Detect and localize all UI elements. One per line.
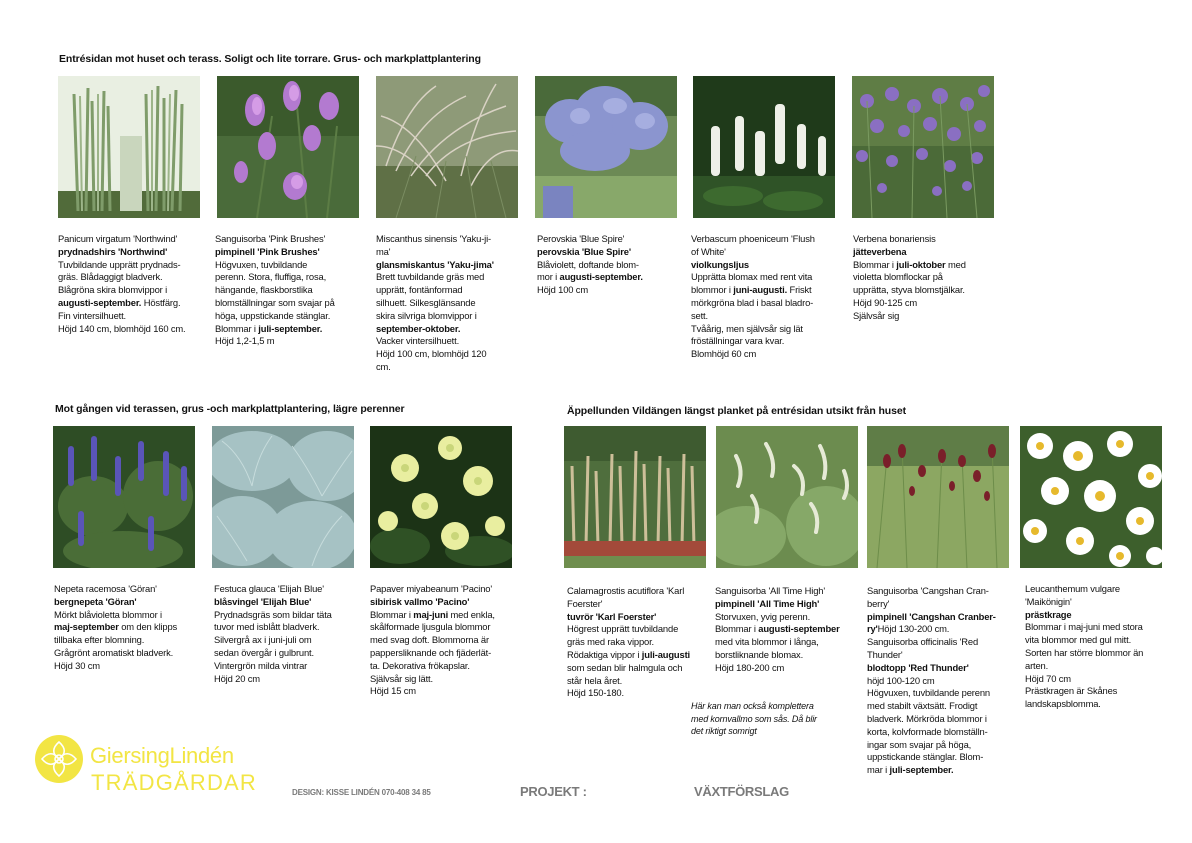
caption-text: Upprätta blomax med rent vita [691,271,813,283]
caption-text: Rödaktiga vippor i [567,648,642,660]
caption-text: Grågrönt aromatiskt bladverk. [54,646,174,658]
caption-text: höjd 100-120 cm [867,674,935,686]
caption-text: upprätta, styva blomstjälkar. [853,284,965,296]
caption-text: Högrest upprätt tuvbildande [567,623,679,635]
photo-sanguisorba-all-time-high [716,426,858,568]
caption-text-rest: Höjd 130-200 cm. [877,623,950,635]
caption-text: med vita blommor i långa, [715,636,819,648]
plant-caption [215,233,335,348]
caption-text: Höjd 180-200 cm [715,661,785,673]
photo-panicum-northwind [58,76,200,218]
caption-bold-period: augusti-september [758,623,840,635]
plant-caption [376,233,494,374]
caption-line [54,634,177,647]
caption-text: med svag doft. Blommorna är [370,634,489,646]
caption-text: Sorten har större blommor än [1025,646,1144,658]
caption-line [867,636,996,649]
photo-miscanthus-yaku-jima [376,76,518,218]
caption-line [867,611,996,624]
section-heading-entresidan: Entrésidan mot huset och terass. Soligt och lite torrare. Grus- och markplattplantering [59,53,481,65]
caption-text: Blomhöjd 60 cm [691,348,757,360]
caption-line [370,621,495,634]
caption-text: Perovskia 'Blue Spire' [537,233,625,244]
plant-caption [370,583,495,698]
caption-line [691,233,815,246]
photo-leucanthemum-maikonigin [1020,426,1162,568]
caption-text: fröställningar vara kvar. [691,335,785,347]
caption-line [1025,583,1143,596]
caption-text: Blommar i [715,623,759,635]
caption-line [691,310,815,323]
caption-text: mor i [537,271,560,283]
plant-caption [853,233,966,323]
caption-line [867,675,996,688]
caption-line [853,259,966,272]
caption-line [537,271,643,284]
caption-line [1025,596,1143,609]
caption-text: Blommar i [853,258,897,270]
caption-text: cm. [376,360,391,372]
caption-bold-period: augusti-september. [559,271,643,283]
logo-emblem-icon [34,734,84,784]
caption-line [1025,660,1143,673]
caption-text: Höjd 100 cm, blomhöjd 120 [376,348,487,360]
caption-text: tillbaka efter blomning. [54,634,145,646]
caption-line [214,634,332,647]
photo-festuca-elijah-blue [212,426,354,568]
caption-text: Thunder' [867,648,903,660]
caption-line [58,323,186,336]
caption-line [715,649,840,662]
photo-perovskia-blue-spire [535,76,677,218]
caption-line [867,713,996,726]
caption-text: Festuca glauca 'Elijah Blue' [214,583,324,594]
caption-line [376,323,494,336]
footer-projekt: PROJEKT : [520,784,587,799]
caption-text: Nepeta racemosa 'Göran' [54,583,157,594]
caption-text: som sedan blir halmgula och [567,661,683,673]
caption-line [691,348,815,361]
caption-text-rest: om den klipps [118,621,178,633]
caption-text: landskapsblomma. [1025,698,1101,710]
plant-caption [715,585,840,675]
caption-text: Storvuxen, yvig perenn. [715,610,811,622]
caption-line [214,660,332,673]
caption-line [567,649,690,662]
caption-line [867,662,996,675]
logo-name: GiersingLindén [90,743,234,768]
caption-text: Höjd 70 cm [1025,672,1071,684]
caption-line [370,609,495,622]
caption-line [691,284,815,297]
caption-text: augusti-september. [58,296,142,308]
caption-text: ta. Dekorativa frökapslar. [370,659,470,671]
caption-text: vita blommor med gul mitt. [1025,634,1132,646]
caption-line [370,583,495,596]
caption-text: med stabilt växtsätt. Frodigt [867,700,978,712]
caption-text: Högvuxen, tuvbildande [215,258,308,270]
caption-line [54,609,177,622]
caption-line [715,662,840,675]
caption-bold-period: juli-oktober [896,258,946,270]
caption-line [715,636,840,649]
caption-line [537,284,643,297]
caption-text: prydnadshirs 'Northwind' [58,245,168,257]
caption-line [1025,621,1143,634]
caption-text: borstliknande blomax. [715,648,804,660]
caption-text: arten. [1025,659,1049,671]
caption-text-rest: med enkla, [448,608,495,620]
caption-text: blomställningar som svajar på [215,296,335,308]
caption-text: pappersliknande och fjäderlät- [370,646,492,658]
caption-line [215,297,335,310]
caption-text: Blåviolett, doftande blom- [537,258,639,270]
caption-text: Silvergrå ax i juni-juli om [214,634,312,646]
caption-bold-period: juni-augusti. [733,284,788,296]
caption-line [567,623,690,636]
caption-text: Leucanthemum vulgare [1025,583,1120,594]
caption-line [376,246,494,259]
caption-line [537,259,643,272]
caption-line [215,233,335,246]
caption-text: glansmiskantus 'Yaku-jima' [376,258,494,270]
caption-text: Höjd 30 cm [54,659,100,671]
caption-line [867,585,996,598]
caption-text: Blommar i [215,322,259,334]
caption-text: uppstickande stänglar. Blom- [867,751,984,763]
caption-text: Verbena bonariensis [853,233,936,244]
plant-caption [1025,583,1143,711]
caption-line [867,623,996,636]
caption-line [1025,647,1143,660]
caption-text: prästkrage [1025,608,1072,620]
caption-line [1025,634,1143,647]
caption-text: blommor i [691,284,734,296]
caption-line [853,284,966,297]
caption-line [567,675,690,688]
caption-text: silhuett. Silkesglänsande [376,296,476,308]
caption-text: jätteverbena [853,245,907,257]
caption-text-rest: Friskt [787,284,812,296]
caption-line [853,233,966,246]
caption-line [691,246,815,259]
caption-text: gräs. Blådaggigt bladverk. [58,271,163,283]
caption-line [867,700,996,713]
caption-text: Självsår sig lätt. [370,672,433,684]
caption-text: Vintergrön milda vintrar [214,659,308,671]
note-kornvallmo: Här kan man också komplettera med kornvallmo som sås. Då blir det riktigt somrigt [691,701,817,736]
caption-line [691,323,815,336]
caption-text: bladverk. Mörkröda blommor i [867,712,987,724]
caption-text: Höjd 100 cm [537,284,588,296]
caption-text: Högvuxen, tuvbildande perenn [867,687,990,699]
caption-text: 'Maikönigin' [1025,595,1072,607]
caption-line [370,673,495,686]
caption-text: Blommar i [370,608,414,620]
caption-text: bergnepeta 'Göran' [54,595,137,607]
caption-text: Höjd 90-125 cm [853,296,918,308]
caption-line [691,297,815,310]
caption-text: Höjd 1,2-1,5 m [215,335,275,347]
caption-text: Blommar i maj-juni med stora [1025,621,1143,633]
caption-line [853,297,966,310]
plant-caption [567,585,690,700]
caption-line [376,361,494,374]
caption-line [567,687,690,700]
footer-design: DESIGN: KISSE LINDÉN 070-408 34 85 [292,788,431,797]
caption-text: Mörkt blåvioletta blommor i [54,608,162,620]
caption-line [215,246,335,259]
caption-bold-period: maj-juni [413,608,449,620]
caption-line [215,284,335,297]
caption-text: tuvor med isblått bladverk. [214,621,320,633]
caption-text: Självsår sig [853,309,900,321]
caption-line [567,662,690,675]
caption-text: Sanguisorba 'Cangshan Cran- [867,585,989,596]
caption-text: Blågröna skira blomvippor i [58,284,168,296]
caption-text: Verbascum phoeniceum 'Flush [691,233,815,244]
caption-text: pimpinell 'Cangshan Cranber- [867,610,996,622]
caption-line [715,585,840,598]
caption-text: Vacker vintersilhuett. [376,335,460,347]
caption-text: Sanguisorba 'Pink Brushes' [215,233,326,244]
caption-line [691,259,815,272]
caption-text: skålformade ljusgula blommor [370,621,491,633]
caption-text: pimpinell 'All Time High' [715,597,820,609]
logo-subtitle: TRÄDGÅRDAR [91,770,258,795]
photo-sanguisorba-pink-brushes [217,76,359,218]
caption-line [853,271,966,284]
section-heading-gangen: Mot gången vid terassen, grus -och markplattplantering, lägre perenner [55,403,405,415]
caption-text: Fin vintersilhuett. [58,309,127,321]
caption-text: hängande, flaskborstlika [215,284,313,296]
caption-line [867,687,996,700]
caption-line [215,271,335,284]
caption-text: tuvrör 'Karl Foerster' [567,610,657,622]
caption-text: Tvåårig, men självsår sig lät [691,322,803,334]
caption-line [215,335,335,348]
company-logo [34,734,264,800]
caption-line [214,609,332,622]
plant-caption [58,233,186,335]
photo-verbascum-flush-of-white [693,76,835,218]
caption-line [58,271,186,284]
caption-line [376,335,494,348]
plant-caption [537,233,643,297]
caption-text: september-oktober. [376,322,461,334]
caption-line [58,233,186,246]
caption-text: Tuvbildande upprätt prydnads- [58,258,181,270]
photo-calamagrostis-karl-foerster [564,426,706,568]
caption-text: Calamagrostis acutiflora 'Karl [567,585,685,596]
caption-text: Sanguisorba 'All Time High' [715,585,826,596]
caption-text: Papaver miyabeanum 'Pacino' [370,583,492,594]
caption-line [853,310,966,323]
footer-vaxtforslag: VÄXTFÖRSLAG [694,784,789,799]
caption-line [54,660,177,673]
photo-sanguisorba-cangshan-cranberry [867,426,1009,568]
caption-line [58,246,186,259]
caption-text: maj-september [54,621,119,633]
caption-line [376,297,494,310]
caption-line [376,348,494,361]
caption-line [215,323,335,336]
caption-text-rest: Höstfärg. [141,296,181,308]
photo-papaver-pacino [370,426,512,568]
caption-line [370,596,495,609]
caption-text: ma' [376,245,391,257]
caption-line [867,726,996,739]
caption-bold-period: juli-augusti [641,648,690,660]
caption-line [715,623,840,636]
caption-text: sedan övergår i gulbrunt. [214,646,314,658]
caption-line [370,685,495,698]
caption-text: violetta blomflockar på [853,271,943,283]
caption-text: Foerster' [567,597,603,609]
caption-text: blåsvingel 'Elijah Blue' [214,595,312,607]
caption-line [214,673,332,686]
caption-line [567,585,690,598]
caption-line [853,246,966,259]
caption-text: perenn. Stora, fluffiga, rosa, [215,271,327,283]
caption-text: Miscanthus sinensis 'Yaku-ji- [376,233,492,244]
caption-line [715,611,840,624]
caption-text-rest: med [945,258,966,270]
caption-text: mar i [867,764,890,776]
caption-text: blodtopp 'Red Thunder' [867,661,969,673]
caption-line [370,647,495,660]
caption-text: Höjd 140 cm, blomhöjd 160 cm. [58,322,186,334]
caption-text: höga, uppstickande stänglar. [215,309,331,321]
caption-line [376,310,494,323]
caption-line [214,621,332,634]
caption-line [537,246,643,259]
caption-text: Prydnadsgräs som bildar täta [214,608,332,620]
caption-line [58,297,186,310]
caption-text: Prästkragen är Skånes [1025,685,1118,697]
caption-line [58,310,186,323]
caption-text: sett. [691,309,708,321]
caption-line [54,583,177,596]
caption-line [867,764,996,777]
caption-text: pimpinell 'Pink Brushes' [215,245,320,257]
caption-line [1025,698,1143,711]
caption-line [54,621,177,634]
caption-text: upprätt, fontänformad [376,284,463,296]
section-heading-appellunden: Äppellunden Vildängen längst planket på entrésidan utsikt från huset [567,405,906,417]
caption-bold-period: juli-september. [889,764,954,776]
caption-line [1025,609,1143,622]
caption-line [54,596,177,609]
caption-line [691,271,815,284]
caption-text: korta, kolvformade blomställn- [867,725,988,737]
caption-line [370,634,495,647]
caption-text: violkungsljus [691,258,749,270]
caption-line [567,636,690,649]
caption-line [867,598,996,611]
caption-text: Höjd 15 cm [370,685,416,697]
caption-text: perovskia 'Blue Spire' [537,245,631,257]
caption-line [691,335,815,348]
caption-text: of White' [691,245,726,257]
caption-text: sibirisk vallmo 'Pacino' [370,595,470,607]
caption-line [58,259,186,272]
caption-line [867,649,996,662]
caption-line [214,583,332,596]
caption-line [867,751,996,764]
plant-caption [867,585,996,777]
caption-line [537,233,643,246]
caption-line [214,596,332,609]
caption-text: Brett tuvbildande gräs med [376,271,485,283]
plant-caption [54,583,177,673]
caption-text: Höjd 150-180. [567,687,624,699]
caption-line [54,647,177,660]
caption-text: Sanguisorba officinalis 'Red [867,636,979,648]
caption-text: berry' [867,597,890,609]
caption-text: mörkgröna blad i basal bladro- [691,296,814,308]
caption-text: ry' [867,623,878,635]
caption-line [370,660,495,673]
caption-line [567,611,690,624]
photo-nepeta-goran [53,426,195,568]
photo-verbena-bonariensis [852,76,994,218]
caption-text: Panicum virgatum 'Northwind' [58,233,178,244]
caption-line [1025,673,1143,686]
caption-line [376,284,494,297]
caption-line [215,259,335,272]
caption-text: Höjd 20 cm [214,672,260,684]
plant-caption [691,233,815,361]
caption-line [867,739,996,752]
caption-text: gräs med raka vippor. [567,636,654,648]
caption-line [376,233,494,246]
caption-text: står hela året. [567,674,623,686]
caption-bold-period: juli-september. [258,322,323,334]
caption-line [376,271,494,284]
caption-line [567,598,690,611]
caption-line [214,647,332,660]
caption-line [376,259,494,272]
plant-caption [214,583,332,685]
caption-line [215,310,335,323]
caption-text: ingar som svajar på höga, [867,738,972,750]
caption-text: skira silvriga blomvippor i [376,309,477,321]
caption-line [58,284,186,297]
caption-line [1025,685,1143,698]
caption-line [715,598,840,611]
